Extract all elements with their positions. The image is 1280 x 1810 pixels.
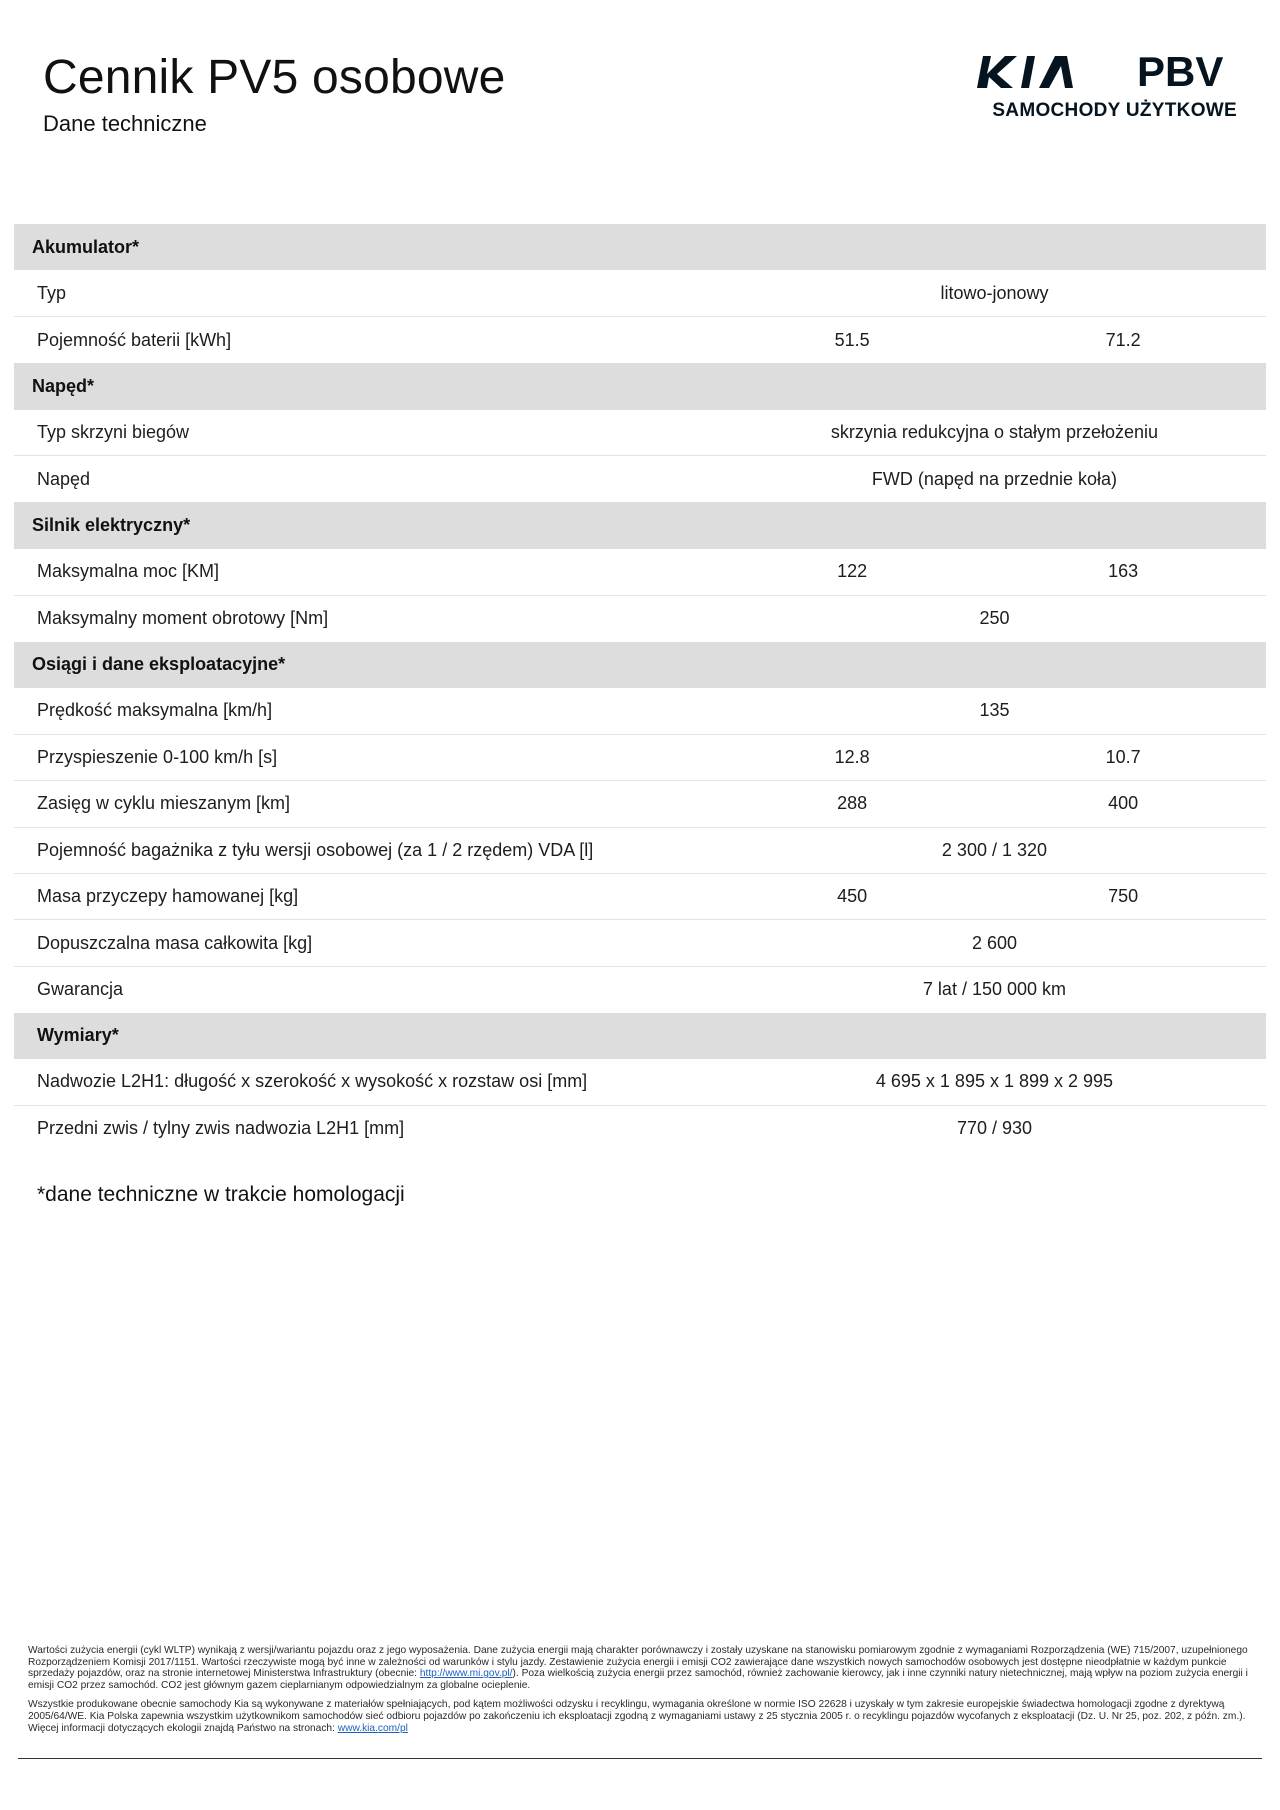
row-value: litowo-jonowy <box>723 270 1266 316</box>
section-row <box>14 224 1266 270</box>
table-row <box>14 410 1266 456</box>
row-value-1: 12.8 <box>723 734 980 780</box>
row-value-1: 122 <box>723 549 980 595</box>
table-row <box>14 966 1266 1012</box>
section-row <box>14 502 1266 548</box>
kia-logo-icon <box>977 52 1237 92</box>
ministry-link[interactable]: http://www.mi.gov.pl/ <box>419 1668 513 1680</box>
row-value: skrzynia redukcyjna o stałym przełożeniu <box>723 410 1266 456</box>
table-row <box>14 317 1266 363</box>
row-label: Typ <box>14 270 723 316</box>
row-label: Pojemność baterii [kWh] <box>37 329 232 350</box>
row-value: 250 <box>979 608 1010 629</box>
disclaimer-text: Wartości zużycia energii (cykl WLTP) wynikają z wersji/wariantu pojazdu oraz z jego wyposażenia. Dane zużycia energii mają charakter porównawczy i zostały uzyskane na stanowisku pomiarowym zgodnie z wymaganiami Rozporządzenia (WE) 715/2007, uzupełnionego Rozporządzeniem Komisji 2017/1151. Wartości rzeczywiste mogą być inne w zależności od warunków i stylu jazdy. Zestawienie zużycia energii i emisji CO2 zawierające dane wszystkich nowych samochodów osobowych jest dostępne nieodpłatnie w każdym punkcie sprzedaży pojazdów, oraz na stronie internetowej Ministerstwa Infrastruktury (obecnie: <box>28 1645 1248 1680</box>
row-value-2: 750 <box>980 873 1266 919</box>
row-label: Maksymalny moment obrotowy [Nm] <box>37 608 329 629</box>
section-title-battery: Akumulator* <box>32 236 140 257</box>
homologation-footnote: *dane techniczne w trakcie homologacji <box>37 1183 405 1206</box>
section-title-drive: Napęd* <box>32 375 95 396</box>
brand-logo <box>977 52 1237 132</box>
row-value-2: 10.7 <box>980 734 1266 780</box>
row-label: Gwarancja <box>37 979 124 1000</box>
table-row <box>14 688 1266 734</box>
section-row <box>14 1013 1266 1059</box>
table-row <box>14 595 1266 641</box>
disclaimer-text: Wszystkie produkowane obecnie samochody Kia są wykonywane z materiałów spełniających, pod kątem możliwości odzysku i recyklingu, wymagania określone w normie ISO 22628 i uzyskały w tym zakresie europejskie świadectwa homologacji zgodne z dyrektywą 2005/64/WE. Kia Polska zapewnia wszystkim użytkownikom samochodów sieć odbioru pojazdów po zakończeniu ich eksploatacji zgodną z wymaganiami ustawy z 25 stycznia 2005 r. o recyklingu pojazdów wycofanych z eksploatacji (Dz. U. Nr 25, poz. 202, z późn. zm.). Więcej informacji dotyczących ekologii znajdą Państwo na stronach: <box>28 1699 1246 1734</box>
disclaimer-text: ). Poza wielkością zużycia energii przez samochód, również zachowanie kierowcy, jak i inne czynniki natury nietechnicznej, mają wpływ na poziom zużycia energii i emisji CO2 przez samochód. CO2 jest głównym gazem cieplarnianym odpowiedzialnym za globalne ocieplenie. <box>28 1668 1248 1691</box>
table-row <box>14 920 1266 966</box>
section-title-dimensions: Wymiary* <box>37 1025 119 1046</box>
table-row <box>14 734 1266 780</box>
row-label: Maksymalna moc [KM] <box>14 549 723 595</box>
row-value-2: 71.2 <box>1105 329 1141 350</box>
section-title-motor: Silnik elektryczny* <box>32 515 191 536</box>
table-row <box>14 270 1266 316</box>
pbv-label: PBV <box>1137 52 1224 92</box>
row-value: 770 / 930 <box>956 1118 1033 1139</box>
technical-data-table <box>14 224 1266 1152</box>
row-value: 135 <box>723 688 1266 734</box>
bottom-divider <box>18 1758 1262 1759</box>
row-value: 4 695 x 1 895 x 1 899 x 2 995 <box>723 1059 1266 1105</box>
row-label: Typ skrzyni biegów <box>14 410 723 456</box>
table-row <box>14 1059 1266 1105</box>
row-label: Napęd <box>37 468 91 489</box>
row-value: FWD (napęd na przednie koła) <box>871 468 1118 489</box>
section-row <box>14 363 1266 409</box>
disclaimer-paragraph <box>28 1645 1250 1691</box>
row-label: Nadwozie L2H1: długość x szerokość x wysokość x rozstaw osi [mm] <box>14 1059 723 1105</box>
brand-subtitle: SAMOCHODY UŻYTKOWE <box>992 100 1237 121</box>
row-label: Dopuszczalna masa całkowita [kg] <box>14 920 723 966</box>
row-value-1: 450 <box>723 873 980 919</box>
table-row <box>14 873 1266 919</box>
table-row <box>14 827 1266 873</box>
row-label: Prędkość maksymalna [km/h] <box>14 688 723 734</box>
section-row <box>14 642 1266 688</box>
row-value-2: 163 <box>980 549 1266 595</box>
table-row <box>14 781 1266 827</box>
row-value-2: 400 <box>980 781 1266 827</box>
disclaimer-paragraph <box>28 1699 1250 1734</box>
row-value: 2 600 <box>723 920 1266 966</box>
table-row <box>14 1105 1266 1151</box>
row-value: 2 300 / 1 320 <box>723 827 1266 873</box>
row-label: Pojemność bagażnika z tyłu wersji osobowej (za 1 / 2 rzędem) VDA [l] <box>14 827 723 873</box>
page-subtitle: Dane techniczne <box>43 111 207 136</box>
table-row <box>14 456 1266 502</box>
row-label: Masa przyczepy hamowanej [kg] <box>14 873 723 919</box>
row-label: Zasięg w cyklu mieszanym [km] <box>14 781 723 827</box>
row-label: Przyspieszenie 0-100 km/h [s] <box>14 734 723 780</box>
row-value: 7 lat / 150 000 km <box>922 979 1067 1000</box>
row-label: Przedni zwis / tylny zwis nadwozia L2H1 [mm] <box>37 1118 405 1139</box>
row-value-1: 288 <box>723 781 980 827</box>
legal-disclaimer <box>28 1645 1250 1742</box>
table-row <box>14 549 1266 595</box>
row-value-1: 51.5 <box>834 329 870 350</box>
kia-website-link[interactable]: www.kia.com/pl <box>337 1722 408 1734</box>
page-title: Cennik PV5 osobowe <box>43 51 506 104</box>
section-title-performance: Osiągi i dane eksploatacyjne* <box>32 654 286 675</box>
